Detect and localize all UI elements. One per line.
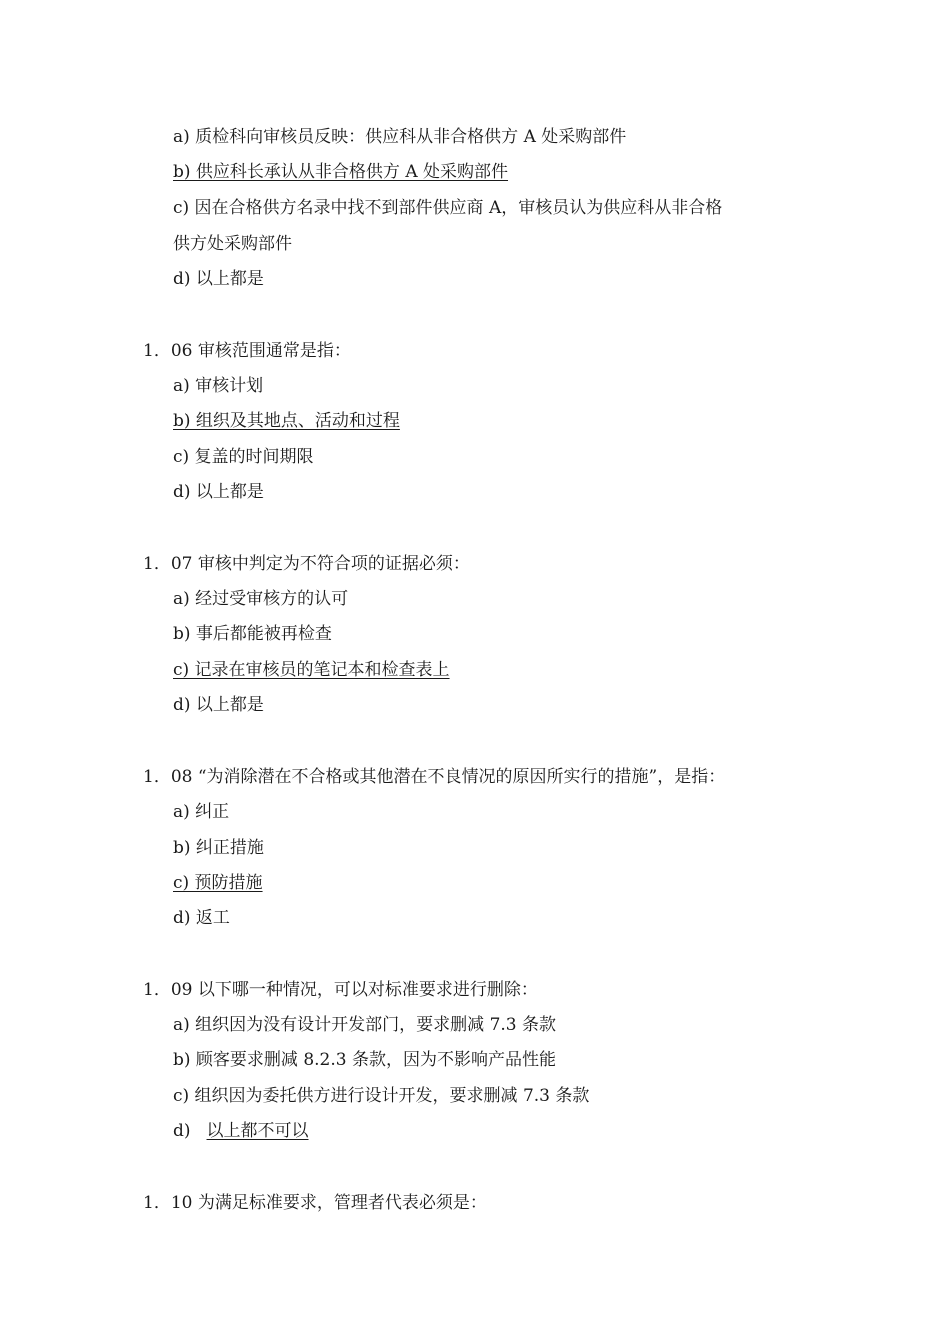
q107-option-d: d) 以上都是 bbox=[173, 695, 264, 715]
q109-option-d-label: d) bbox=[173, 1121, 191, 1141]
q108-option-a: a) 纠正 bbox=[173, 802, 230, 822]
q109-stem: 1．09 以下哪一种情况，可以对标准要求进行删除： bbox=[143, 980, 538, 1000]
q105-option-a: a) 质检科向审核员反映：供应科从非合格供方 A 处采购部件 bbox=[173, 127, 627, 147]
q109-option-c: c) 组织因为委托供方进行设计开发，要求删减 7.3 条款 bbox=[173, 1086, 590, 1106]
q106-option-d: d) 以上都是 bbox=[173, 482, 264, 502]
q107-stem: 1．07 审核中判定为不符合项的证据必须： bbox=[143, 554, 470, 574]
q105-option-c-line1: c) 因在合格供方名录中找不到部件供应商 A，审核员认为供应科从非合格 bbox=[173, 198, 723, 218]
q108-option-d: d) 返工 bbox=[173, 908, 230, 928]
q106-stem: 1．06 审核范围通常是指： bbox=[143, 341, 351, 361]
q106-option-a: a) 审核计划 bbox=[173, 376, 264, 396]
q105-option-c-line2: 供方处采购部件 bbox=[173, 234, 292, 254]
q105-option-d: d) 以上都是 bbox=[173, 269, 264, 289]
q109-option-a: a) 组织因为没有设计开发部门，要求删减 7.3 条款 bbox=[173, 1015, 557, 1035]
q107-option-a: a) 经过受审核方的认可 bbox=[173, 589, 349, 609]
q105-option-b-answer: b) 供应科长承认从非合格供方 A 处采购部件 bbox=[173, 162, 509, 182]
q106-option-c: c) 复盖的时间期限 bbox=[173, 447, 314, 467]
q109-option-d bbox=[173, 1120, 309, 1142]
q107-option-c-answer: c) 记录在审核员的笔记本和检查表上 bbox=[173, 660, 450, 680]
q108-option-c-answer: c) 预防措施 bbox=[173, 873, 263, 893]
q108-option-b: b) 纠正措施 bbox=[173, 838, 264, 858]
q107-option-b: b) 事后都能被再检查 bbox=[173, 624, 332, 644]
q108-stem: 1．08 “为消除潜在不合格或其他潜在不良情况的原因所实行的措施”，是指： bbox=[143, 767, 726, 787]
q110-stem: 1．10 为满足标准要求，管理者代表必须是： bbox=[143, 1193, 487, 1213]
q109-option-d-answer: 以上都不可以 bbox=[206, 1121, 309, 1141]
q106-option-b-answer: b) 组织及其地点、活动和过程 bbox=[173, 411, 400, 431]
q109-option-b: b) 顾客要求删减 8.2.3 条款，因为不影响产品性能 bbox=[173, 1050, 556, 1070]
